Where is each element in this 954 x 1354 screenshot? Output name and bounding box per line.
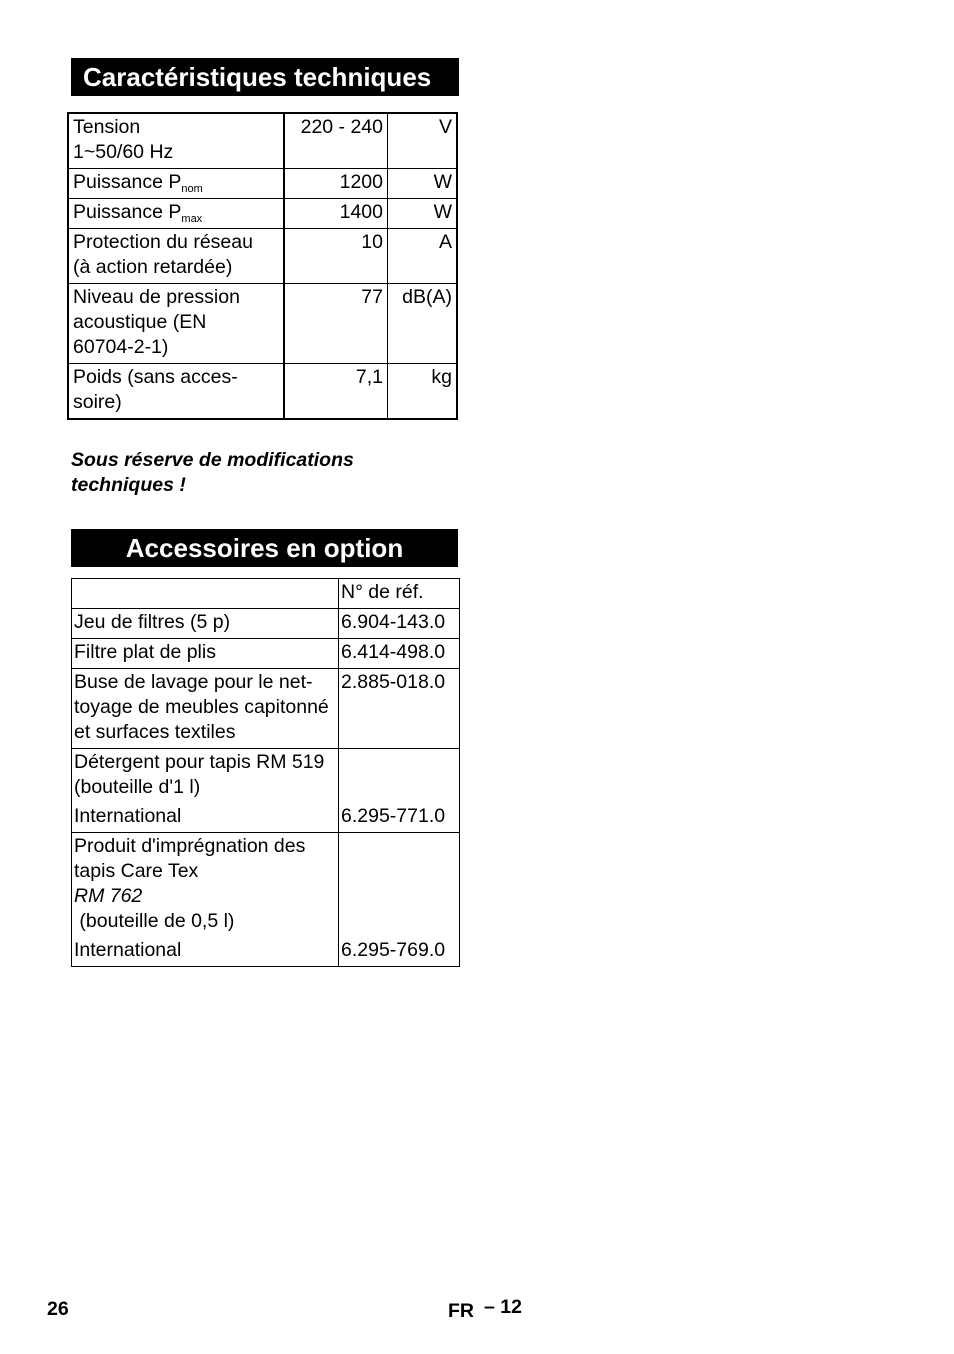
section-title-accessories: Accessoires en option [71, 529, 458, 567]
spec-label: Protection du réseau [73, 231, 253, 253]
spec-label: Puissance P [73, 171, 182, 193]
accessory-ref: 6.295-771.0 [339, 749, 460, 833]
accessory-ref: 6.904-143.0 [339, 609, 460, 639]
accessory-name: (bouteille de 0,5 l) [74, 910, 235, 932]
accessory-sub-label: International [74, 805, 182, 827]
accessory-ref: 6.295-769.0 [339, 833, 460, 967]
spec-value: 1200 [284, 169, 388, 199]
accessory-name-italic: RM 762 [74, 885, 143, 907]
spec-unit: dB(A) [388, 284, 458, 364]
table-row [68, 113, 457, 169]
accessory-name: Détergent pour tapis RM 519 [74, 751, 325, 773]
spec-label: Puissance P [73, 201, 182, 223]
spec-unit: W [388, 169, 458, 199]
spec-value: 10 [284, 229, 388, 284]
spec-label: soire) [73, 391, 122, 413]
accessory-name: Jeu de filtres (5 p) [72, 609, 339, 639]
table-row [72, 749, 460, 833]
table-row [68, 169, 457, 199]
accessory-name: (bouteille d'1 l) [74, 776, 201, 798]
table-header-row [72, 579, 460, 609]
modification-note: Sous réserve de modifications techniques ! [71, 449, 354, 496]
table-row [72, 669, 460, 749]
spec-unit: A [388, 229, 458, 284]
spec-unit: W [388, 199, 458, 229]
table-row [72, 833, 460, 967]
accessory-name: toyage de meubles capitonné [74, 696, 329, 718]
spec-subscript: max [181, 213, 203, 225]
spec-value: 77 [284, 284, 388, 364]
spec-subscript: nom [181, 183, 203, 195]
ref-header: N° de réf. [339, 579, 460, 609]
spec-label: Poids (sans acces- [73, 366, 238, 388]
spec-value: 1400 [284, 199, 388, 229]
spec-label: 60704-2-1) [73, 336, 169, 358]
table-row [68, 364, 457, 420]
spec-label: Tension [73, 116, 141, 138]
table-row [68, 229, 457, 284]
spec-label: 1~50/60 Hz [73, 141, 174, 163]
accessory-ref: 6.414-498.0 [339, 639, 460, 669]
accessory-name: et surfaces textiles [74, 721, 236, 743]
page-number: 26 [47, 1298, 69, 1320]
section-title-specs: Caractéristiques techniques [71, 58, 459, 96]
table-row [68, 199, 457, 229]
accessory-sub-label: International [74, 939, 182, 961]
accessory-ref: 2.885-018.0 [339, 669, 460, 749]
spec-value: 7,1 [284, 364, 388, 420]
spec-label: Niveau de pression [73, 286, 240, 308]
accessories-table [71, 578, 460, 967]
spec-unit: V [388, 113, 458, 169]
accessory-name: Buse de lavage pour le net- [74, 671, 313, 693]
table-row [68, 284, 457, 364]
section-page-number: – 12 [484, 1296, 522, 1318]
specs-table [67, 112, 458, 420]
table-row [72, 609, 460, 639]
accessory-name: Produit d'imprégnation des [74, 835, 306, 857]
accessory-name: Filtre plat de plis [72, 639, 339, 669]
table-row [72, 639, 460, 669]
accessory-name: tapis Care Tex [74, 860, 199, 882]
language-code: FR [448, 1300, 474, 1322]
spec-value: 220 - 240 [284, 113, 388, 169]
spec-label: (à action retardée) [73, 256, 233, 278]
spec-unit: kg [388, 364, 458, 420]
spec-label: acoustique (EN [73, 311, 207, 333]
